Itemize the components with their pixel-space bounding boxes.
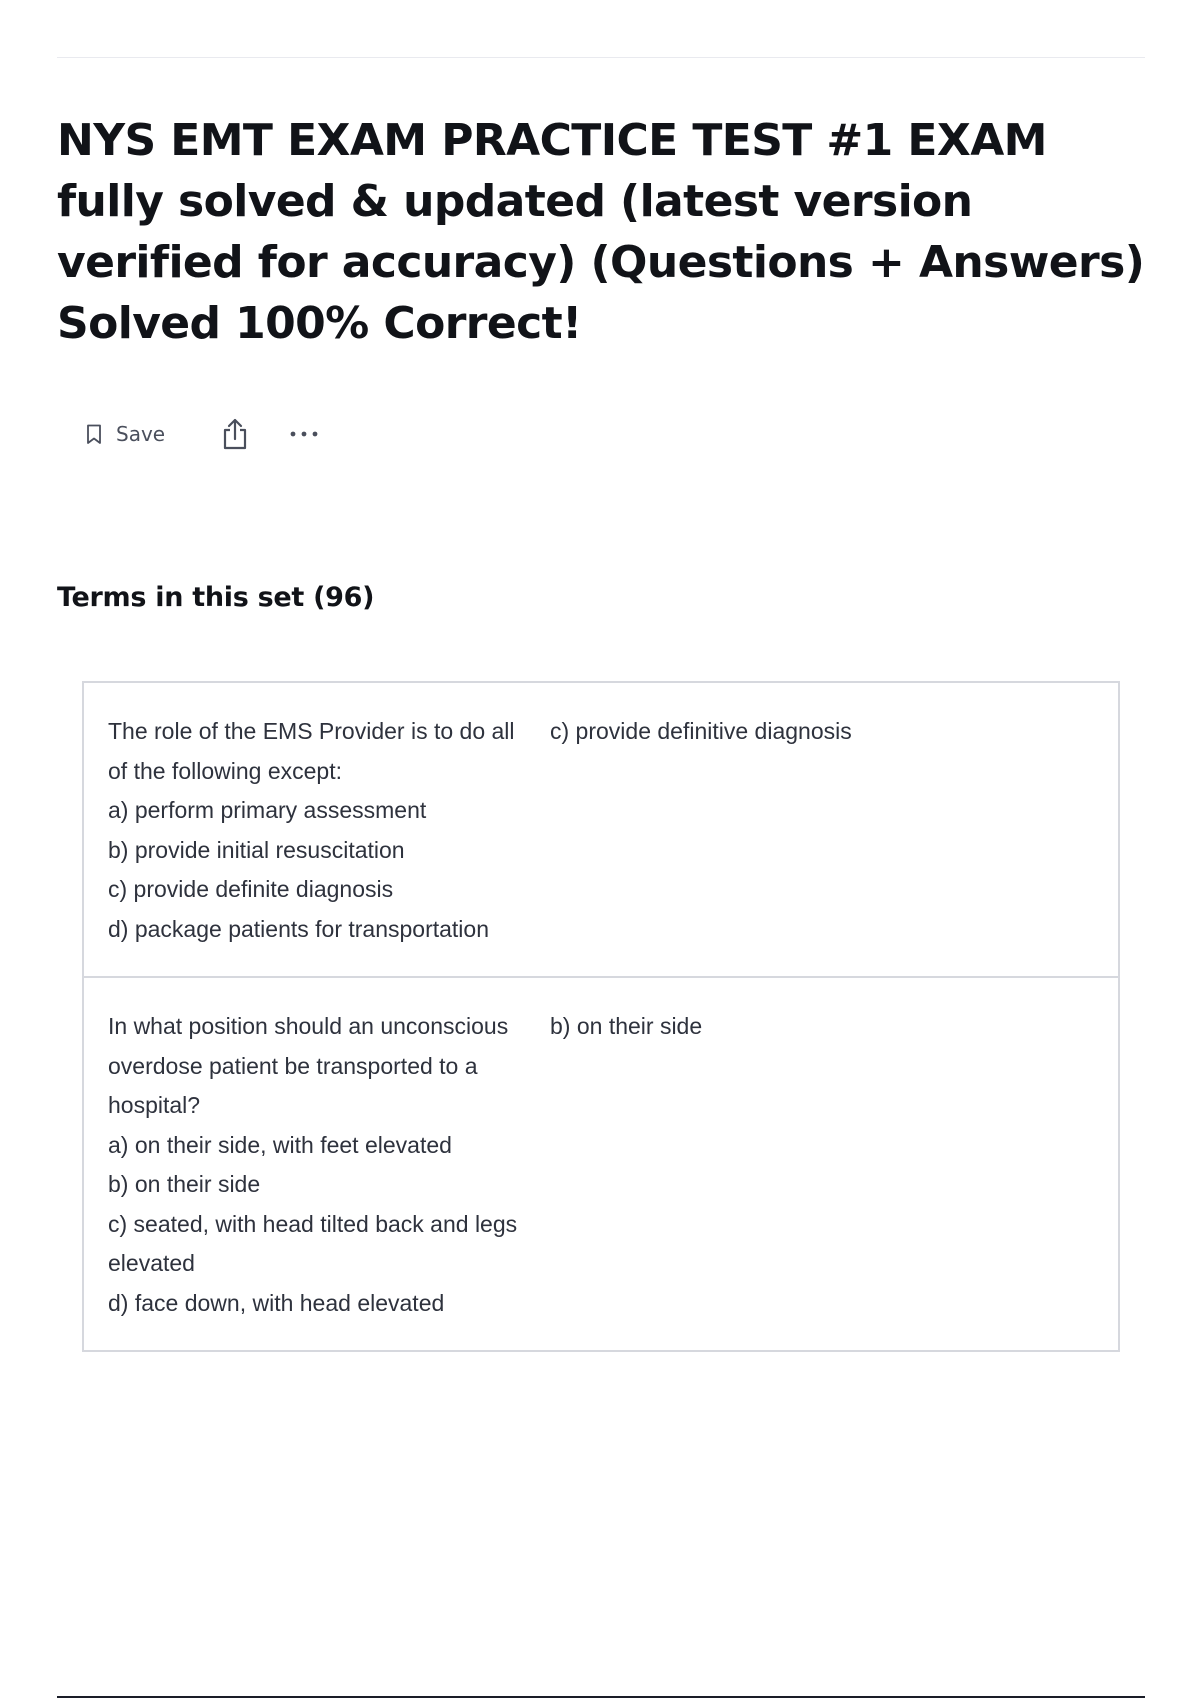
question-text: The role of the EMS Provider is to do all of the following except:: [108, 718, 515, 784]
question-option: a) on their side, with feet elevated: [108, 1131, 452, 1158]
bottom-divider: [57, 1696, 1145, 1698]
question-option: c) seated, with head tilted back and legs elevated: [108, 1210, 518, 1276]
term-card[interactable]: [84, 683, 1118, 976]
share-icon: [221, 418, 249, 450]
question-option: a) perform primary assessment: [108, 797, 427, 823]
top-divider: [57, 57, 1145, 58]
term-question: [108, 1007, 528, 1323]
save-button[interactable]: [86, 422, 165, 446]
terms-count-heading: Terms in this set (96): [57, 582, 375, 613]
page-title: NYS EMT EXAM PRACTICE TEST #1 EXAM fully solved & updated (latest version verified for accuracy) (Questions + Answers) Solved 100% Correct!: [57, 115, 1145, 349]
question-option: d) face down, with head elevated: [108, 1289, 445, 1316]
term-question: [108, 712, 528, 949]
term-card[interactable]: [84, 976, 1118, 1350]
question-option: d) package patients for transportation: [108, 915, 490, 942]
terms-list: [82, 681, 1120, 1352]
term-answer: b) on their side: [550, 1013, 703, 1039]
question-option: b) on their side: [108, 1171, 261, 1197]
question-option: b) provide initial resuscitation: [108, 836, 405, 863]
more-options-button[interactable]: [289, 430, 319, 438]
question-option: c) provide definite diagnosis: [108, 876, 394, 902]
share-button[interactable]: [221, 418, 249, 450]
more-icon: [289, 430, 319, 438]
question-text: In what position should an unconscious overdose patient be transported to a hospital?: [108, 1013, 509, 1118]
bookmark-icon: [86, 424, 102, 445]
term-answer: c) provide definitive diagnosis: [550, 718, 852, 744]
action-bar: [86, 414, 319, 454]
save-button-label: Save: [116, 422, 166, 446]
